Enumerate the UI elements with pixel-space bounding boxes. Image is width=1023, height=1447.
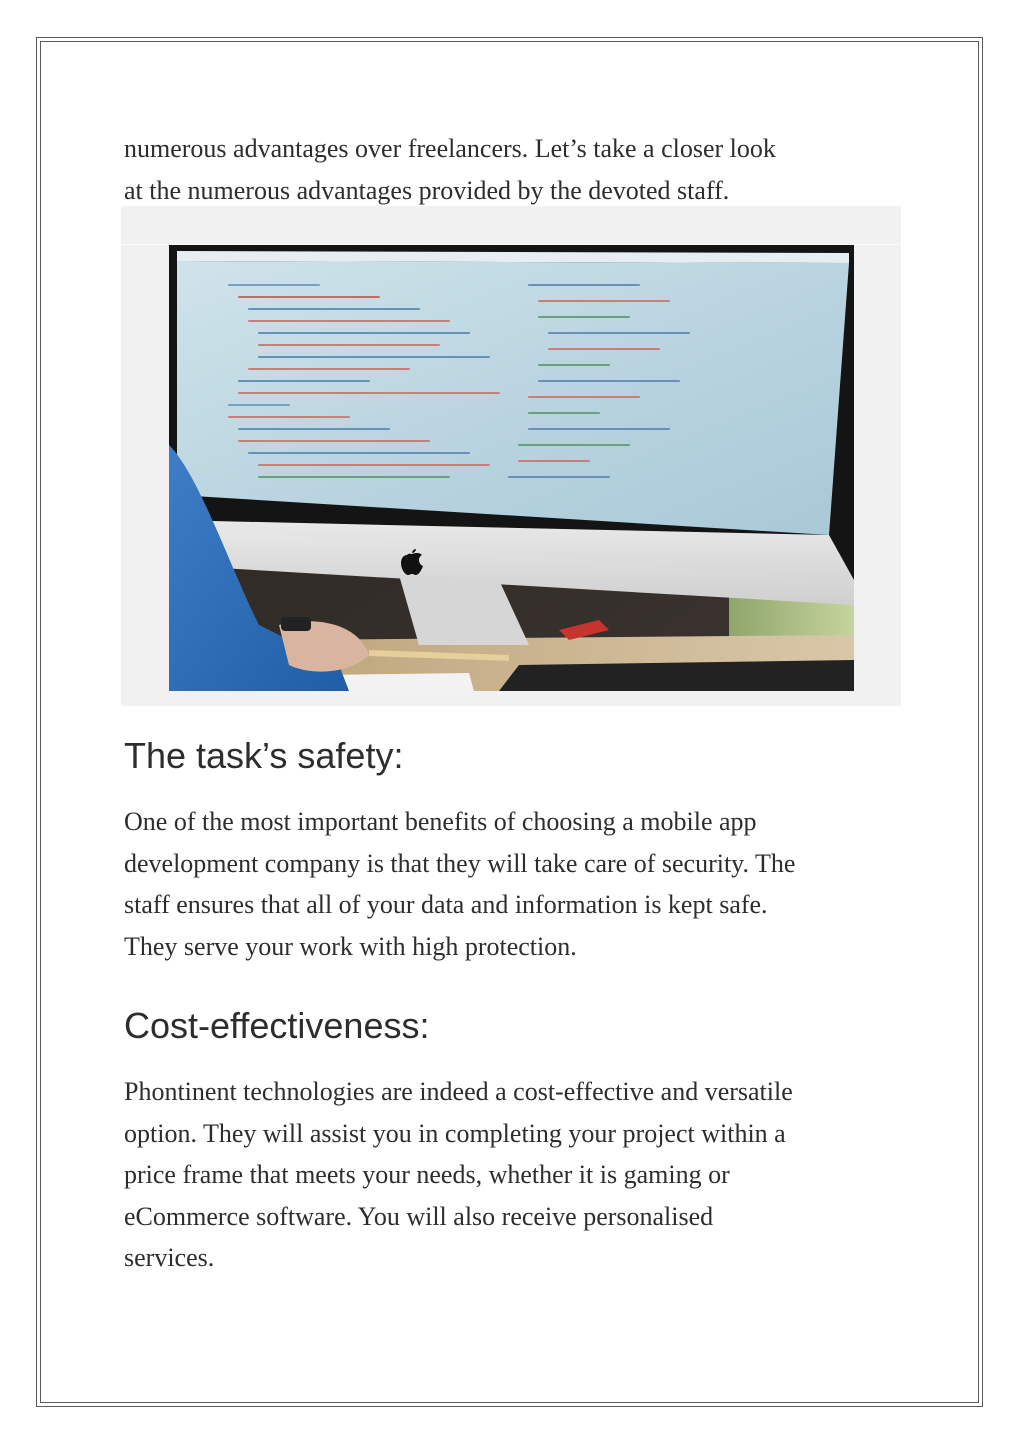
body-line: development company is that they will take care of security. The	[124, 848, 796, 878]
figure-frame	[121, 206, 901, 706]
body-line: price frame that meets your needs, whether it is gaming or	[124, 1160, 730, 1189]
section-body-cost	[124, 1071, 914, 1279]
body-line: services.	[124, 1243, 215, 1272]
intro-paragraph	[124, 128, 904, 211]
body-line: Phontinent technologies are indeed a cost-effective and versatile	[124, 1077, 793, 1106]
body-line: eCommerce software. You will also receive personalised	[124, 1201, 714, 1231]
section-body-safety	[124, 801, 914, 967]
body-line: They serve your work with high protection.	[124, 931, 577, 961]
body-line: staff ensures that all of your data and information is kept safe.	[124, 890, 768, 919]
intro-line: numerous advantages over freelancers. Let’s take a closer look	[124, 134, 776, 163]
section-heading-safety: The task’s safety:	[124, 735, 404, 776]
body-line: One of the most important benefits of choosing a mobile app	[124, 807, 757, 836]
section-heading-cost: Cost-effectiveness:	[124, 1005, 430, 1046]
intro-line: at the numerous advantages provided by the devoted staff.	[124, 175, 730, 205]
body-line: option. They will assist you in completing your project within a	[124, 1118, 786, 1148]
monitor-code-photo	[169, 245, 854, 691]
